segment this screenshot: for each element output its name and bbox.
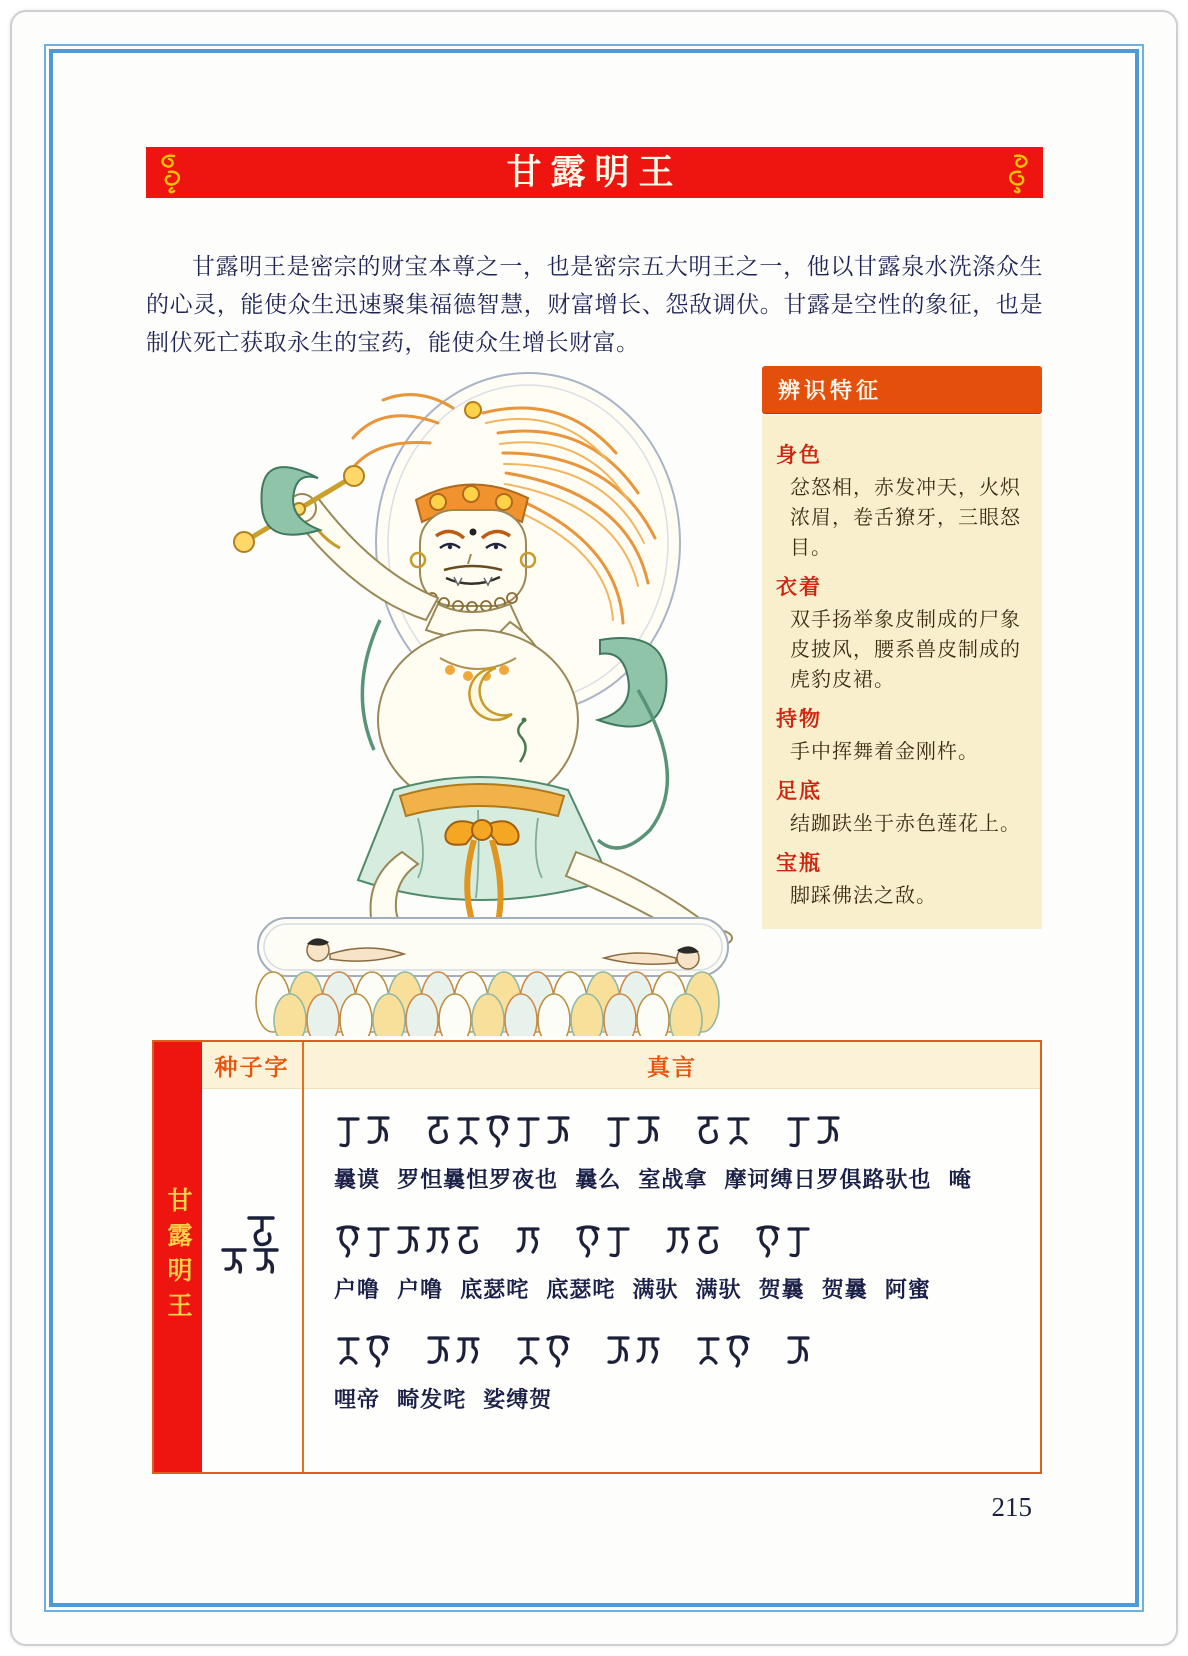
mantra-body (304, 1089, 1040, 1472)
features-panel (762, 366, 1042, 929)
mantra-column-header: 真言 (304, 1042, 1040, 1089)
siddham-glyph-group (694, 1330, 754, 1370)
siddham-glyph-group (694, 1110, 754, 1150)
deity-illustration (168, 358, 760, 1036)
siddham-script-line (334, 1103, 1030, 1157)
cloud-ornament-icon (1001, 151, 1035, 195)
seed-syllable-column (202, 1042, 304, 1472)
page-number: 215 (991, 1492, 1032, 1522)
siddham-script-line (334, 1213, 1030, 1267)
siddham-script-line (334, 1323, 1030, 1377)
siddham-glyph-group (334, 1220, 484, 1260)
siddham-glyph-group (514, 1330, 574, 1370)
siddham-glyph-group (334, 1330, 394, 1370)
mantra-column (304, 1042, 1040, 1472)
feature-text: 结跏趺坐于赤色莲花上。 (790, 813, 1021, 835)
siddham-glyph-group (784, 1110, 844, 1150)
feature-text: 忿怒相，赤发冲天，火炽浓眉，卷舌獠牙，三眼怒目。 (790, 477, 1021, 559)
siddham-glyph-group (334, 1110, 394, 1150)
mantra-reading: 曩谟 罗怛曩怛罗夜也 曩么 室战拿 摩诃缚日罗俱路驮也 唵 (334, 1167, 972, 1192)
mantra-reading: 哩帝 畸发咤 娑缚贺 (334, 1387, 553, 1412)
mantra-reading: 户噜 户噜 底瑟咤 底瑟咤 满驮 满驮 贺曩 贺曩 阿蜜 (334, 1277, 931, 1302)
feature-label: 衣着 (776, 576, 822, 599)
seed-syllable-glyph (219, 1214, 285, 1284)
feature-label: 足底 (776, 780, 822, 803)
feature-text: 脚踩佛法之敌。 (790, 885, 937, 907)
siddham-glyph-group (424, 1330, 484, 1370)
features-body (762, 415, 1042, 929)
siddham-glyph-group (514, 1220, 544, 1260)
siddham-glyph-group (604, 1330, 664, 1370)
siddham-glyph-group (664, 1220, 724, 1260)
feature-label: 持物 (776, 708, 822, 731)
features-header: 辨识特征 (762, 366, 1042, 413)
lotus-base (256, 972, 719, 1036)
mantra-table (152, 1040, 1042, 1474)
seed-syllable-cell (202, 1089, 302, 1472)
intro-paragraph: 甘露明王是密宗的财宝本尊之一，也是密宗五大明王之一，他以甘露泉水洗涤众生的心灵，能使众生迅速聚集福德智慧，财富增长、怨敌调伏。甘露是空性的象征，也是制伏死亡获取永生的宝药，能使众生增长财富。 (146, 253, 1043, 355)
siddham-glyph-group (604, 1110, 664, 1150)
feature-label: 宝瓶 (776, 852, 822, 875)
siddham-glyph-group (574, 1220, 634, 1260)
feature-text: 双手扬举象皮制成的尸象皮披风，腰系兽皮制成的虎豹皮裙。 (790, 609, 1021, 691)
feature-text: 手中挥舞着金刚杵。 (790, 741, 979, 763)
seed-column-header: 种子字 (202, 1042, 302, 1089)
page-title: 甘露明王 (506, 153, 683, 192)
siddham-glyph-group (784, 1330, 814, 1370)
siddham-glyph-group (754, 1220, 814, 1260)
deity-name-sidebar (154, 1042, 202, 1472)
title-banner (146, 147, 1043, 198)
deity-name-vertical: 甘露明王 (164, 1187, 192, 1327)
siddham-glyph-group (424, 1110, 574, 1150)
feature-label: 身色 (776, 444, 822, 467)
